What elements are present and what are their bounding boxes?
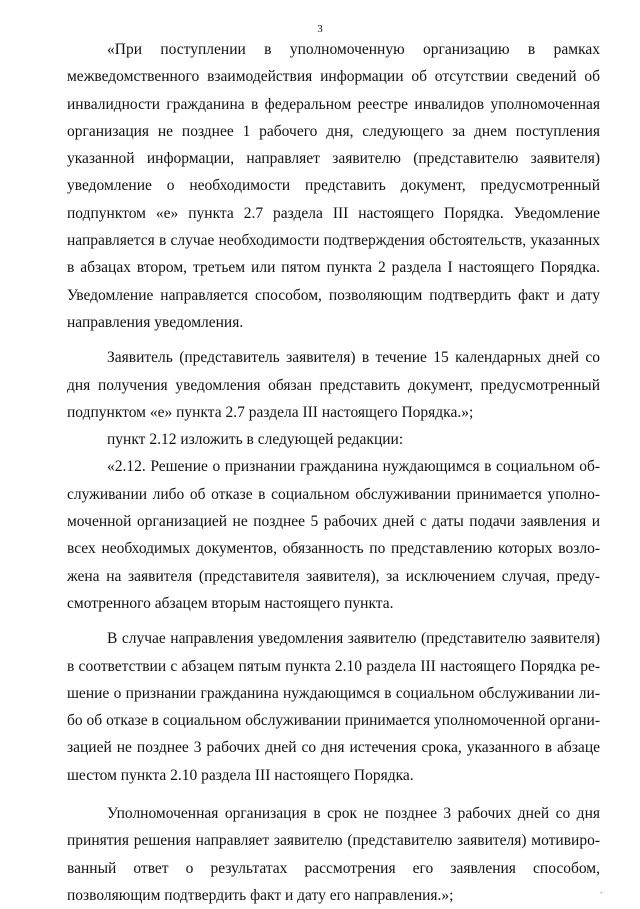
paragraph-amendment-instruction: пункт 2.12 изложить в следующей редакции: bbox=[107, 431, 404, 449]
paragraph-clause-2-12: «2.12. Решение о признании гражданина нуждающимся в социальном обслуживании либо об отказе в социальном обслуживании принимается уполномоченной организацией не позднее 5 рабочих дней с даты подачи заявления и всех необходимых документов, обязанность по представлению которых возложена на заявителя (представителя заявителя), за исключением случая, предусмотренного абзацем вторым настоящего пункта. bbox=[67, 458, 600, 612]
paragraph-reasoned-response: Уполномоченная организация в срок не позднее 3 рабочих дней со дня принятия решения направляет заявителю (представителю заявителя) мотивированный ответ о результатах рассмотрения его заявления способом, позволяющим подтвердить факт и дату его направления.»; bbox=[67, 805, 600, 904]
edge-mark: . bbox=[600, 885, 603, 895]
paragraph-applicant-deadline: Заявитель (представитель заявителя) в течение 15 календарных дней со дня получения уведомления обязан представить документ, предусмотренный подпунктом «е» пункта 2.7 раздела III настоящего Порядка.»; bbox=[67, 349, 600, 421]
paragraph-notification-procedure: «При поступлении в уполномоченную организацию в рамках межведомственного взаимодействия информации об отсутствии сведений об инвалидности гражданина в федеральном реестре инвалидов уполномоченная организация не позднее 1 рабочего дня, следующего за днем поступления указанной информации, направляет заявителю (представителю заявителя) уведомление о необходимости представить документ, предусмотренный подпунктом «е» пункта 2.7 раздела III настоящего Порядка. Уведомление направляется в случае необходимости подтверждения обстоятельств, указанных в абзацах втором, третьем или пятом пункта 2 раздела I настоящего Порядка. Уведомление направляется способом, позволяющим подтвердить факт и дату направления уведомления. bbox=[67, 41, 600, 331]
document-body bbox=[67, 36, 603, 909]
paragraph-notification-case: В случае направления уведомления заявителю (представителю заявителя) в соответствии с абзацем пятым пункта 2.10 раздела III настоящего Порядка решение о признании гражданина нуждающимся в социальном обслуживании либо об отказе в социальном обслуживании принимается уполномоченной организацией не позднее 3 рабочих дней со дня истечения срока, указанного в абзаце шестом пункта 2.10 раздела III настоящего Порядка. bbox=[67, 630, 600, 784]
page-number: 3 bbox=[317, 23, 323, 35]
